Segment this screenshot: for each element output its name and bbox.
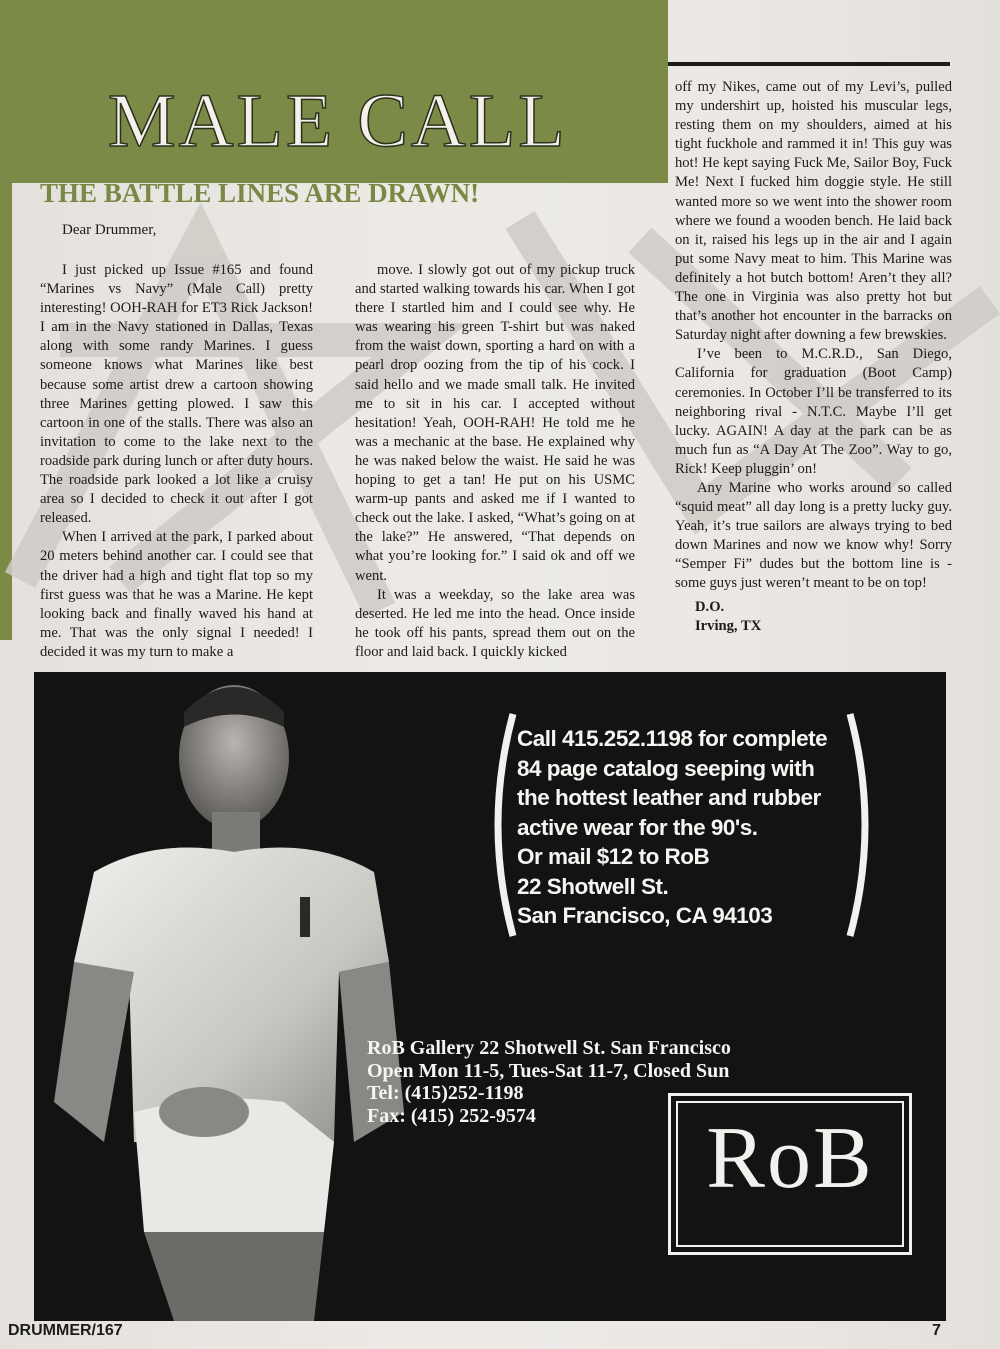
ad-line: Call 415.252.1198 for complete xyxy=(517,726,828,751)
ad-line: 84 page catalog seeping with xyxy=(517,755,815,781)
rob-logo xyxy=(668,1093,912,1255)
top-rule xyxy=(668,62,950,66)
model-photo xyxy=(34,672,404,1321)
gallery-line: Tel: (415)252-1198 xyxy=(367,1082,524,1105)
ad-catalog-copy xyxy=(517,724,857,931)
paragraph: Any Marine who works around so called “squid meat” all day long is a pretty lucky guy. Yeah, it’s true sailors are always trying to bed down Marines and now we know why! Sorry “Semper Fi” dudes but the bottom line is - some guys just weren’t meant to be on top! xyxy=(675,479,952,592)
logo-text: RoB xyxy=(706,1110,874,1207)
gallery-line: RoB Gallery 22 Shotwell St. San Francisco xyxy=(367,1037,731,1059)
ad-line: San Francisco, CA 94103 xyxy=(517,903,773,928)
ad-line: active wear for the 90's. xyxy=(517,814,758,840)
letter-column-2 xyxy=(355,261,635,662)
letter-signature: D.O. xyxy=(695,598,725,615)
publication-footer: DRUMMER/167 xyxy=(8,1322,123,1339)
advertisement xyxy=(34,672,946,1321)
paragraph: It was a weekday, so the lake area was deserted. He led me into the head. Once inside he took off his pants, spread them out on the floor and laid back. I quickly kicked xyxy=(355,586,635,660)
paragraph: off my Nikes, came out of my Levi’s, pulled my undershirt up, hoisted his muscular legs, resting them on my shoulders, aimed at his tight fuckhole and rammed it in! This guy was hot! He kept saying Fuck Me, Sailor Boy, Fuck Me! Next I fucked him doggie style. He still wanted more so we went into the shower room where we found a wooden bench. He laid back on it, raised his legs up in the air and I again put some Navy meat to him. This Marine was definitely a hot butch bottom! Aren’t they all? The one in Virginia was also pretty hot but that’s another hot encounter in the barracks on Saturday night after downing a few brewskies. xyxy=(675,79,952,344)
left-bracket xyxy=(479,710,519,940)
masthead-title: MALE CALL xyxy=(108,79,568,163)
ad-line: the hottest leather and rubber xyxy=(517,785,821,810)
ad-line: 22 Shotwell St. xyxy=(517,873,669,899)
article-headline: THE BATTLE LINES ARE DRAWN! xyxy=(40,178,480,208)
paragraph: I just picked up Issue #165 and found “Marines vs Navy” (Male Call) pretty interesting! OOH-RAH for ET3 Rick Jackson! I am in the Navy stationed in Dallas, Texas along with some randy Marines. I guess someone knows what Marines like best because some artist drew a cartoon showing three Marines getting plowed. I saw this cartoon in one of the stalls. There was also an invitation to come to the lake next to the roadside park during lunch or after duty hours. The roadside park looked a lot like a cruisy area so I decided to check it out after I got released. xyxy=(40,262,313,527)
letter-salutation: Dear Drummer, xyxy=(62,222,157,238)
page-number: 7 xyxy=(932,1322,941,1339)
paragraph: When I arrived at the park, I parked about 20 meters behind another car. I could see that the driver had a high and tight flat top so my first guess was that he was a Marine. He kept looking back and finally waved his hand at me. That was the only signal I needed! I decided it was my turn to make a xyxy=(40,529,313,660)
paragraph: I’ve been to M.C.R.D., San Diego, California for graduation (Boot Camp) ceremonies. In October I’ll be transferred to its neighboring rival - N.T.C. Maybe I’ll get lucky. AGAIN! A day at the park can be as much fun as “A Day At The Zoo”. Way to go, Rick! Keep pluggin’ on! xyxy=(675,346,952,477)
letter-column-3 xyxy=(675,78,952,636)
gallery-line: Open Mon 11-5, Tues-Sat 11-7, Closed Sun xyxy=(367,1059,730,1082)
letter-location: Irving, TX xyxy=(695,617,762,634)
gallery-line: Fax: (415) 252-9574 xyxy=(367,1104,536,1127)
ad-line: Or mail $12 to RoB xyxy=(517,844,710,869)
letter-column-1 xyxy=(40,261,313,662)
paragraph: move. I slowly got out of my pickup truck and started walking towards his car. When I got there I startled him and I could see why. He was wearing his green T-shirt but was naked from the waist down, sporting a hard on with a pearl drop oozing from the tip of his cock. I said hello and we made small talk. He invited me to sit in his car. I accepted without hesitation! Yeah, OOH-RAH! He told me he was a mechanic at the base. He explained why he was naked below the waist. He said he was hoping to get a tan! He put on his USMC warm-up pants and asked me if I wanted to check out the lake. I asked, “What’s going on at the lake?” He answered, “That depends on what you’re looking for.” I said ok and off we went. xyxy=(355,262,635,584)
